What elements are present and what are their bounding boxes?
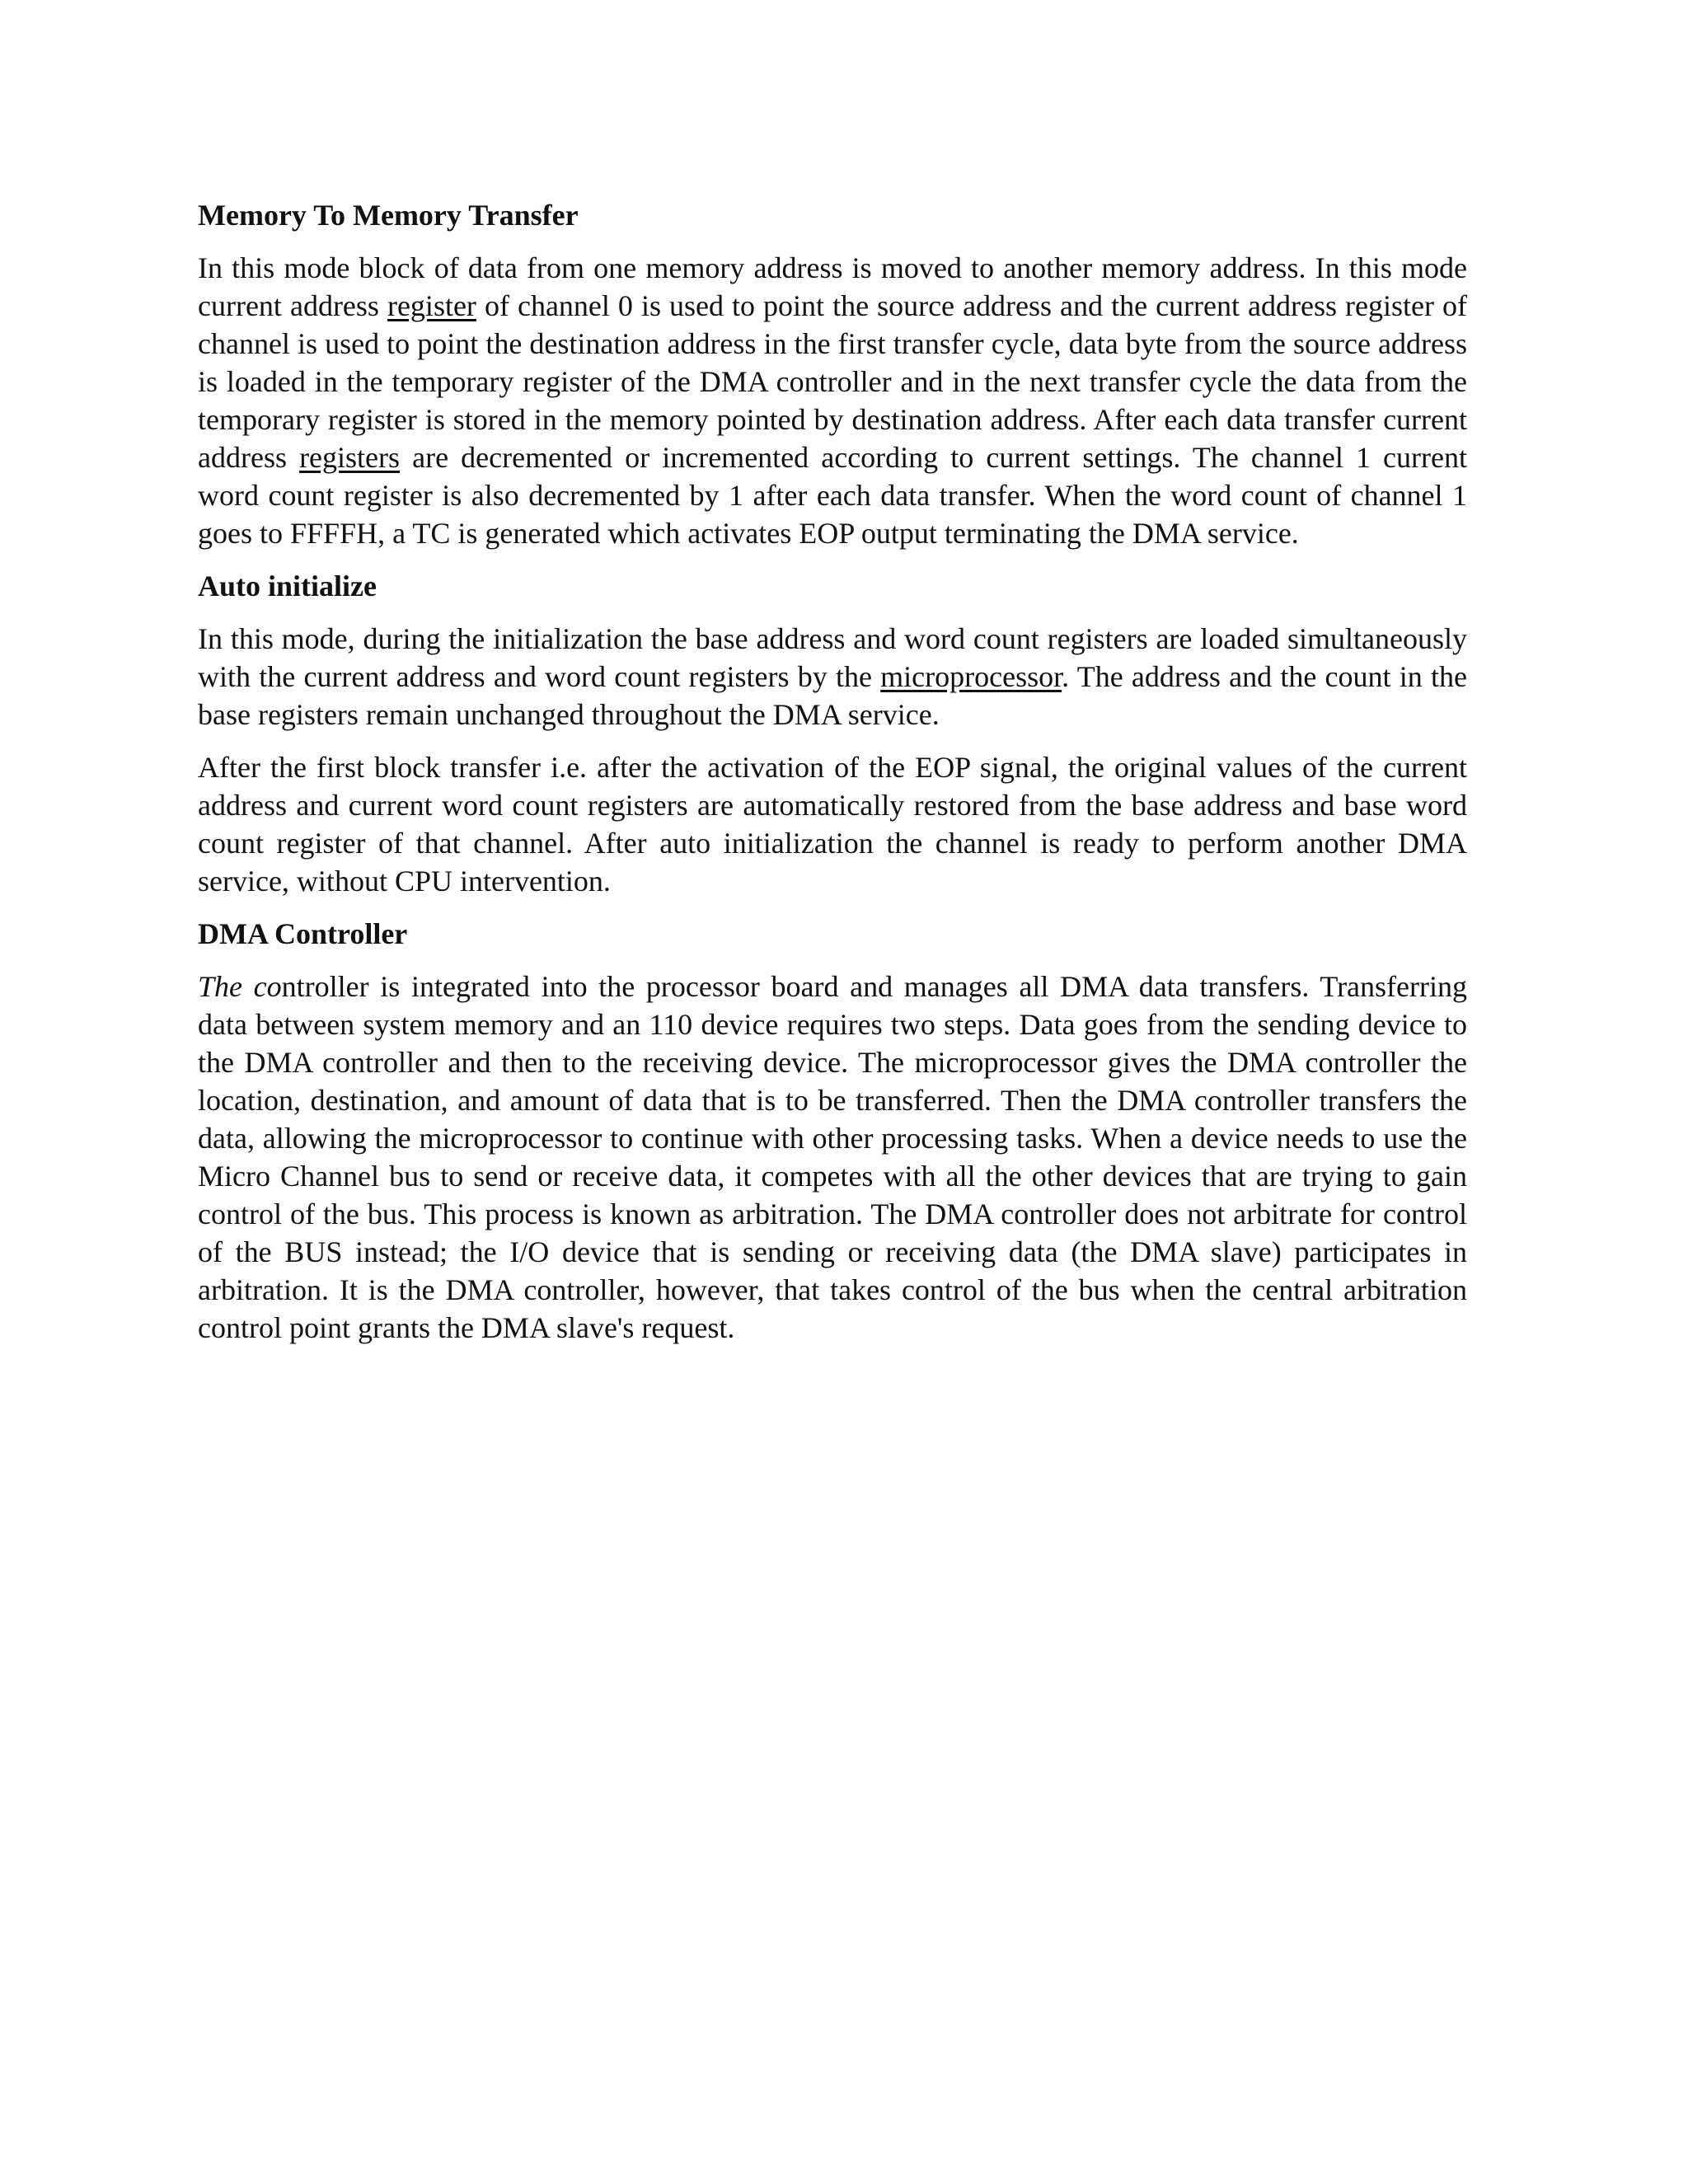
text-run: are decremented or incremented according to current settings. The channel 1 current word count register is also decremented by 1 after each data transfer. When the word count of channel 1 goes to FFFFH, a TC is generated which activates EOP output terminating the DMA service. [198, 441, 1467, 550]
text-run: ntroller is integrated into the processor board and manages all DMA data transfers. Transferring data between system memory and an 110 device requires two steps. Data goes from the sending device to the DMA controller and then to the receiving device. The microprocessor gives the DMA controller the location, destination, and amount of data that is to be transferred. Then the DMA controller transfers the data, allowing the microprocessor to continue with other processing tasks. When a device needs to use the Micro Channel bus to send or receive data, it competes with all the other devices that are trying to gain control of the bus. This process is known as arbitration. The DMA controller does not arbitrate for control of the BUS instead; the I/O device that is sending or receiving data (the DMA slave) participates in arbitration. It is the DMA controller, however, that takes control of the bus when the central arbitration control point grants the DMA slave's request. [198, 970, 1467, 1344]
link-registers[interactable]: registers [299, 441, 401, 474]
link-microprocessor[interactable]: microprocessor [880, 660, 1062, 693]
section-heading-auto-initialize: Auto initialize [198, 569, 377, 602]
section-heading-dma-controller: DMA Controller [198, 917, 408, 950]
link-register[interactable]: register [387, 289, 476, 322]
text-run: of channel 0 is used to point the source address and the current address register of channel is used to point the destination address in the first transfer cycle, data byte from the source address is loaded in the temporary register of the DMA controller and in the next transfer cycle the data from the temporary register is stored in the memory pointed by destination address. After each data transfer current address [198, 289, 1467, 474]
paragraph-auto-initialize-2: After the first block transfer i.e. after the activation of the EOP signal, the original values of the current address and current word count registers are automatically restored from the base address and base word count register of that channel. After auto initialization the channel is ready to perform another DMA service, without CPU intervention. [198, 751, 1467, 898]
paragraph-memory-to-memory [198, 249, 1467, 552]
text-run: . The address and the count in the base registers remain unchanged throughout the DMA service. [198, 660, 1467, 731]
italic-run: The co [198, 970, 282, 1003]
paragraph-auto-initialize-1 [198, 620, 1467, 733]
section-heading-memory-to-memory: Memory To Memory Transfer [198, 199, 579, 232]
text-run: In this mode, during the initialization the base address and word count registers are loaded simultaneously with the current address and word count registers by the [198, 622, 1467, 693]
document-page [198, 196, 1467, 1361]
paragraph-dma-controller [198, 968, 1467, 1347]
text-run: In this mode block of data from one memory address is moved to another memory address. In this mode current address [198, 251, 1467, 322]
